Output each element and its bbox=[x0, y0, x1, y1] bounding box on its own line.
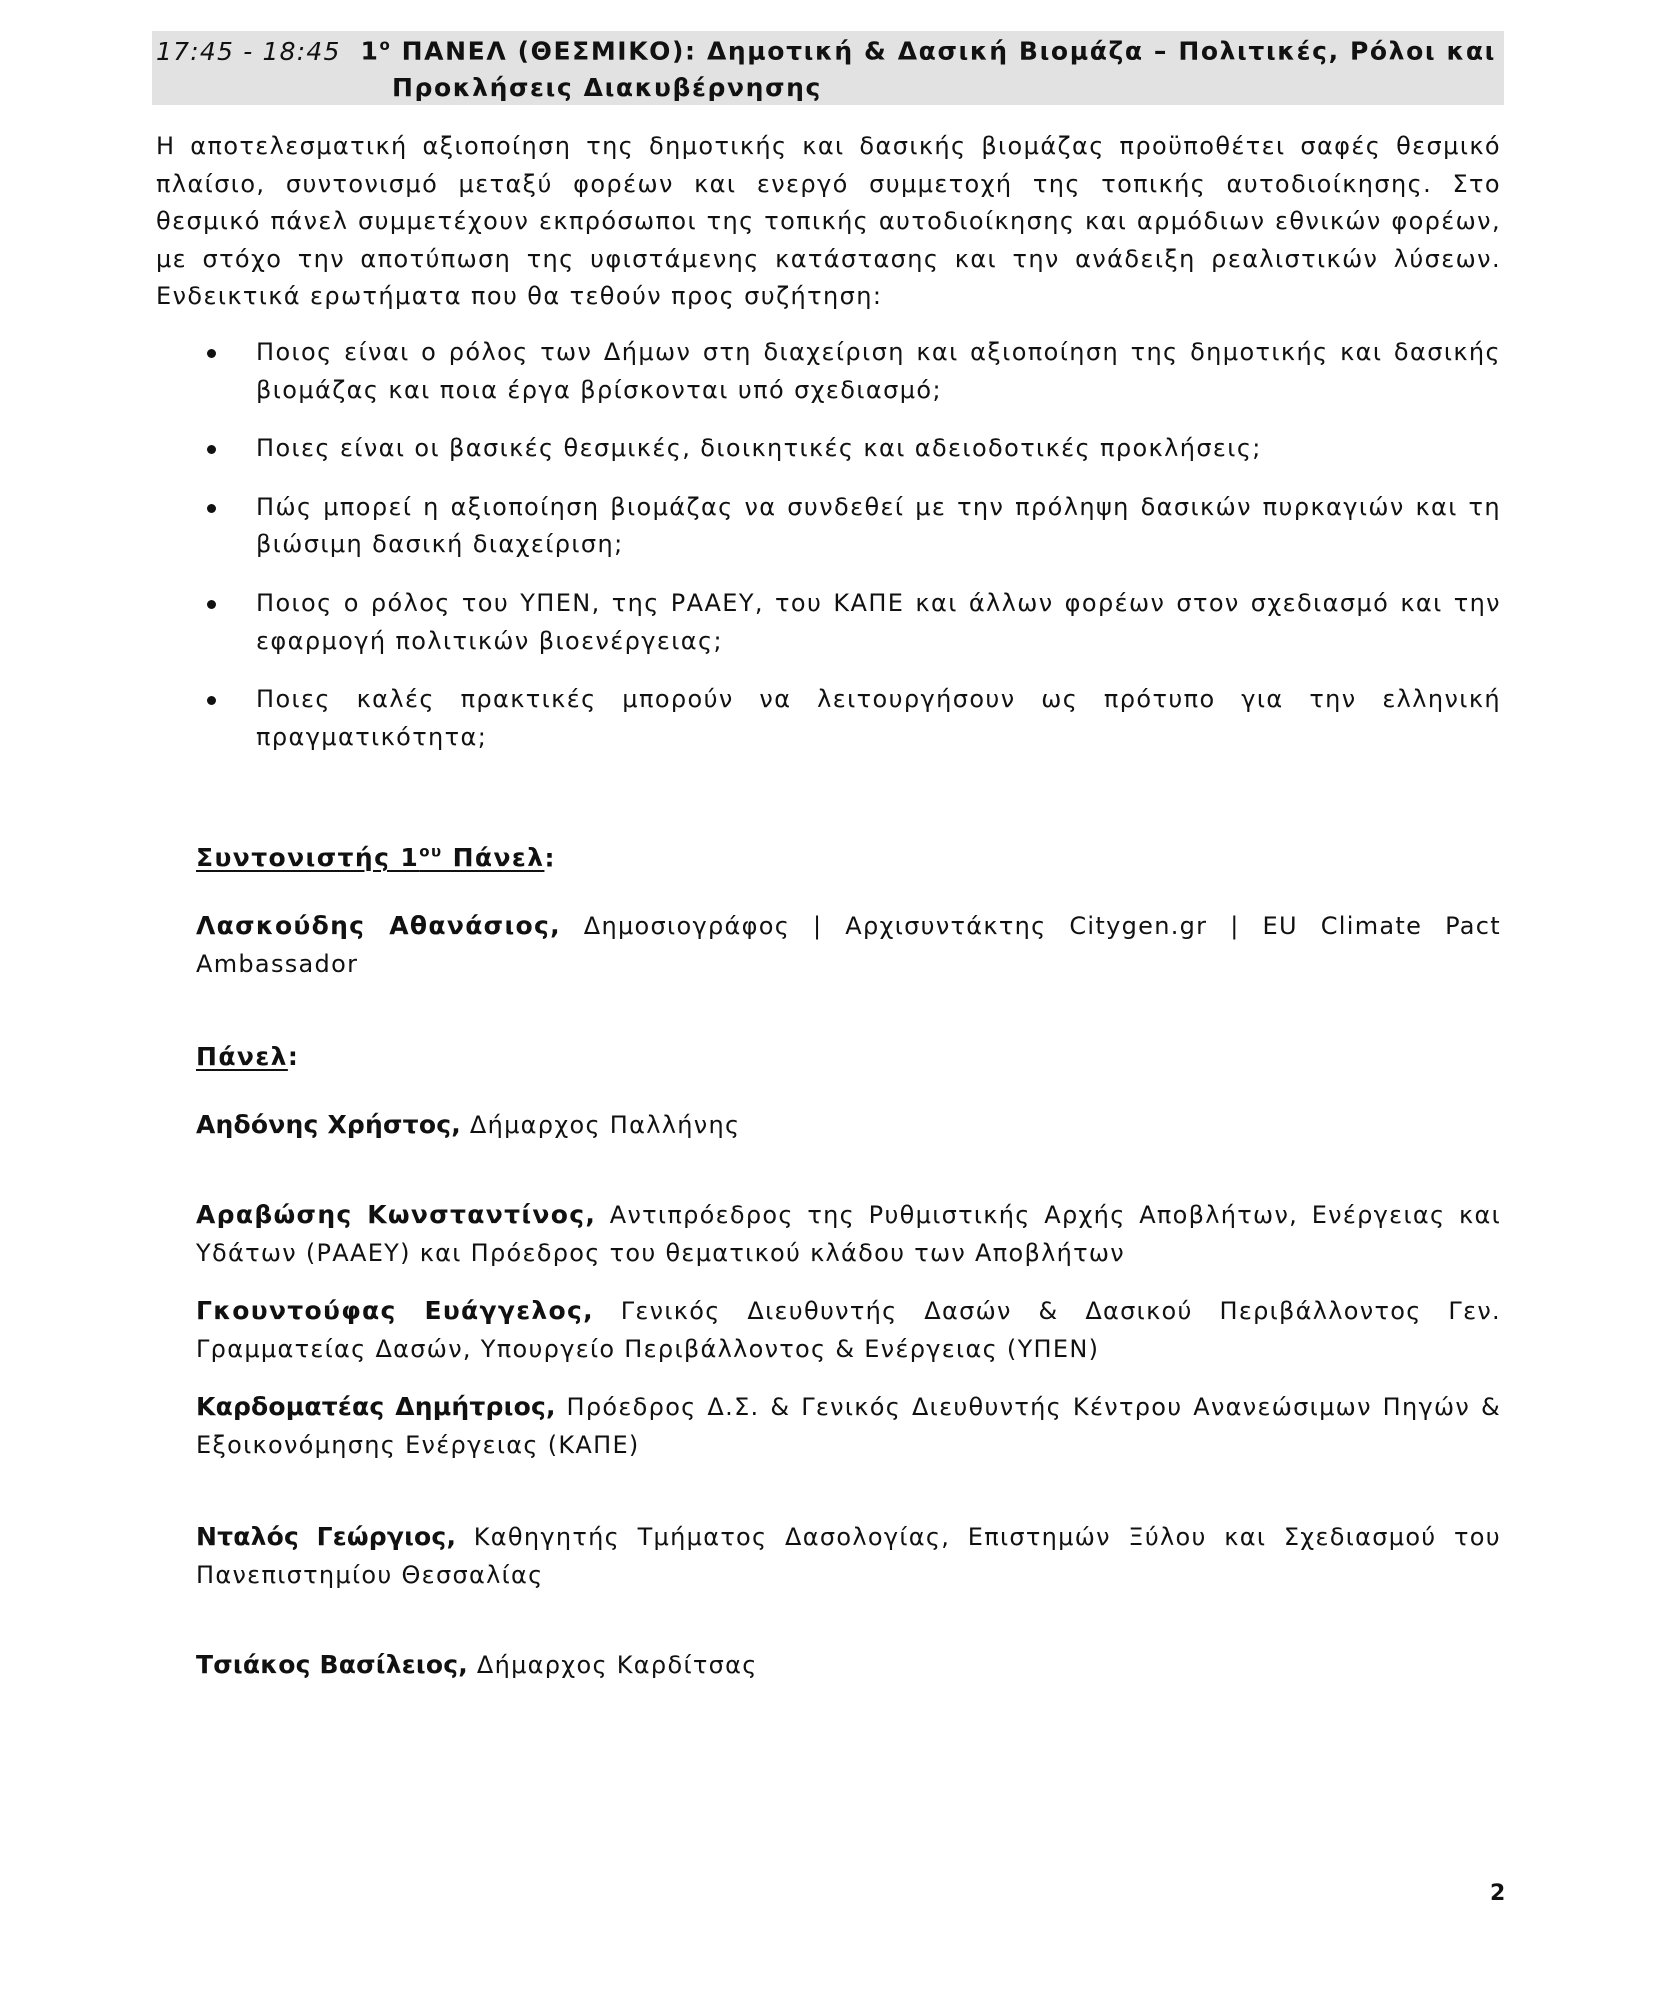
panel-member bbox=[196, 1292, 1501, 1368]
person-role: Δήμαρχος Καρδίτσας bbox=[467, 1651, 758, 1679]
session-time: 17:45 - 18:45 bbox=[156, 36, 341, 66]
question-item bbox=[156, 430, 1501, 468]
panel-member bbox=[196, 1106, 1501, 1145]
discussion-questions-list bbox=[156, 334, 1501, 777]
title-ordinal: ο bbox=[379, 36, 392, 55]
page-number: 2 bbox=[1490, 1881, 1507, 1906]
person-name: Νταλός Γεώργιος, bbox=[196, 1522, 457, 1551]
session-title-line2: Προκλήσεις Διακυβέρνησης bbox=[392, 72, 822, 102]
question-text: Ποιες καλές πρακτικές μπορούν να λειτουργήσουν ως πρότυπο για την ελληνική πραγματικότητα; bbox=[256, 685, 1501, 751]
bullet-icon bbox=[207, 504, 216, 513]
person-name: Τσιάκος Βασίλειος, bbox=[196, 1650, 468, 1679]
moderator-heading-text: Συντονιστής $1^{o\upsilon}$ Πάνελ bbox=[196, 843, 545, 873]
title-text: ΠΑΝΕΛ (ΘΕΣΜΙΚΟ): Δημοτική & Δασική Βιομάζα – Πολιτικές, Ρόλοι και bbox=[391, 36, 1496, 66]
bullet-icon bbox=[207, 696, 216, 705]
bullet-icon bbox=[207, 445, 216, 454]
intro-paragraph: Η αποτελεσματική αξιοποίηση της δημοτικής και δασικής βιομάζας προϋποθέτει σαφές θεσμικό πλαίσιο, συντονισμό μεταξύ φορέων και ενεργό συμμετοχή της τοπικής αυτοδιοίκησης. Στο θεσμικό πάνελ συμμετέχουν εκπρόσωποι της τοπικής αυτοδιοίκησης και αρμόδιων εθνικών φορέων, με στόχο την αποτύπωση της υφιστάμενης κατάστασης και την ανάδειξη ρεαλιστικών λύσεων. Ενδεικτικά ερωτήματα που θα τεθούν προς συζήτηση: bbox=[156, 132, 1501, 311]
person-name: Γκουντούφας Ευάγγελος, bbox=[196, 1296, 594, 1325]
bullet-icon bbox=[207, 349, 216, 358]
question-text: Ποιος ο ρόλος του ΥΠΕΝ, της ΡΑΑΕΥ, του ΚΑΠΕ και άλλων φορέων στον σχεδιασμό και την εφαρμογή πολιτικών βιοενέργειας; bbox=[256, 588, 1501, 655]
moderator-heading: Συντονιστής $1^{o\upsilon}$ Πάνελ: bbox=[196, 843, 556, 873]
person-name: Αραβώσης Κωνσταντίνος, bbox=[196, 1200, 597, 1229]
moderator-entry bbox=[196, 907, 1501, 983]
question-text: Πώς μπορεί η αξιοποίηση βιομάζας να συνδεθεί με την πρόληψη δασικών πυρκαγιών και τη βιώσιμη δασική διαχείριση; bbox=[256, 492, 1501, 559]
question-item bbox=[156, 489, 1501, 564]
question-text: Ποιος είναι ο ρόλος των Δήμων στη διαχείριση και αξιοποίηση της δημοτικής και δασικής βιομάζας και ποια έργα βρίσκονται υπό σχεδιασμό; bbox=[256, 338, 1501, 404]
person-role: Καθηγητής Τμήματος Δασολογίας, Επιστημών Ξύλου και Σχεδιασμού του Πανεπιστημίου Θεσσαλίας bbox=[196, 1523, 1501, 1589]
question-item bbox=[156, 334, 1501, 409]
person-name: Αηδόνης Χρήστος, bbox=[196, 1110, 461, 1139]
person-role: Δήμαρχος Παλλήνης bbox=[460, 1111, 741, 1139]
panel-member bbox=[196, 1518, 1501, 1594]
person-role: Αντιπρόεδρος της Ρυθμιστικής Αρχής Αποβλήτων, Ενέργειας και Υδάτων (ΡΑΑΕΥ) και Πρόεδρος του θεματικού κλάδου των Αποβλήτων bbox=[196, 1201, 1502, 1267]
panel-member bbox=[196, 1196, 1501, 1272]
person-role: Δημοσιογράφος | Αρχισυντάκτης Citygen.gr | EU Climate Pact Ambassador bbox=[196, 912, 1501, 978]
question-item bbox=[156, 681, 1501, 756]
panel-heading: Πάνελ: bbox=[196, 1042, 300, 1071]
person-role: Γενικός Διευθυντής Δασών & Δασικού Περιβάλλοντος Γεν. Γραμματείας Δασών, Υπουργείο Περιβάλλοντος & Ενέργειας (ΥΠΕΝ) bbox=[196, 1297, 1501, 1363]
title-number: 1 bbox=[360, 36, 380, 66]
person-role: Πρόεδρος Δ.Σ. & Γενικός Διευθυντής Κέντρου Ανανεώσιμων Πηγών & Εξοικονόμησης Ενέργειας (ΚΑΠΕ) bbox=[196, 1393, 1501, 1459]
session-title-line1 bbox=[360, 36, 1496, 65]
question-text: Ποιες είναι οι βασικές θεσμικές, διοικητικές και αδειοδοτικές προκλήσεις; bbox=[256, 434, 1262, 463]
session-header-row bbox=[156, 33, 1496, 69]
session-header-row-2 bbox=[156, 69, 1496, 105]
person-name: Λασκούδης Αθανάσιος, bbox=[196, 911, 561, 940]
panel-member bbox=[196, 1388, 1501, 1464]
panel-member bbox=[196, 1646, 1501, 1685]
person-name: Καρδοματέας Δημήτριος, bbox=[196, 1392, 556, 1421]
question-item bbox=[156, 585, 1501, 660]
panel-heading-text: Πάνελ bbox=[196, 1042, 288, 1071]
bullet-icon bbox=[207, 600, 216, 609]
